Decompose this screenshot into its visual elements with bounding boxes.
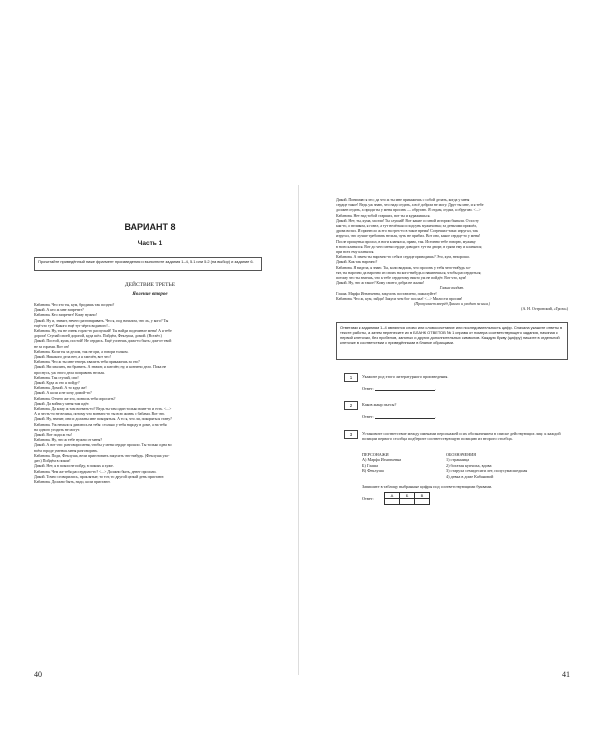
text-line: на одного угодить не могут. — [34, 426, 80, 432]
text-line: Дикой. Вот поди ж ты! — [34, 432, 72, 438]
text-line: Кабанова. Ну, ты не очень горло-то распускай! Ты найди подешевле меня! А я тебе — [34, 328, 172, 334]
play-text-left — [34, 302, 266, 484]
answer-table-header: Б — [400, 493, 415, 499]
text-line: Дикой. А коли я не хочу домой-то? — [34, 390, 92, 396]
text-line: Кабанова. Я видела, я знаю. Ты, коли видишь, что просить у тебя чего-нибудь хо- — [336, 264, 471, 270]
answer-table-input-row[interactable] — [385, 499, 430, 505]
question-3-number: 3 — [344, 430, 358, 439]
text-line: Глаша входит. — [439, 285, 465, 291]
text-line: потому что ты знаешь, что к тебе сердитому никто уж не пойдёт. Вот что, кум! — [336, 275, 467, 281]
question-3-answer-label: Ответ: — [362, 496, 374, 501]
character-item: Б) Глаша — [362, 462, 378, 468]
text-line: После прощенья просил, в ноги кланялся, право, так. Истинно тебе говорю, мужику — [336, 238, 476, 244]
text-line: Дикой. Нет, я в покои не пойду, в покоях я хуже. — [34, 463, 114, 469]
characters-column — [362, 452, 452, 474]
answer-cell[interactable] — [385, 499, 400, 505]
text-line: Кабанова. Да кому ж там воевать-то? Ведь ты там один только воин-то и есть. <...> — [34, 406, 172, 412]
text-line: должен отдать, а приди ты у меня просить — обругаю. Я отдам, отдам, а обругаю. <...> — [336, 207, 481, 213]
designation-item: 3) старуха семидесяти лет, полусумасшедшая — [446, 468, 528, 474]
text-line: Дикой. А вот что: разговори меня, чтобы у меня сердце прошло. Ты только одна во — [34, 442, 172, 448]
text-line: Кабанова. Что это ты, кум, бродишь так поздно? — [34, 302, 115, 307]
text-line: тят, ты нарочно да нарочно из своих на кого-нибудь и накинешься, чтобы рассердиться; — [336, 269, 482, 275]
variant-title: ВАРИАНТ 8 — [124, 222, 176, 232]
question-1-text: Укажите род этого литературного произведения. — [362, 374, 449, 379]
page-gutter — [298, 185, 299, 675]
answer-table-header: А — [385, 493, 400, 499]
text-line: не за горами. Вот он! — [34, 343, 70, 349]
designation-item: 2) богатая купчиха, вдова — [446, 462, 492, 468]
page-number-right: 41 — [562, 670, 570, 679]
question-1-number: 1 — [344, 373, 358, 382]
text-line: изругал, что лучше требовать нельзя, чуть не прибил. Вот оно, какое сердце-то у меня! — [336, 233, 481, 239]
text-line: Кабанова. Нет над тобой старших, вот ты и куражишься. — [336, 212, 431, 218]
text-line: как-то, о великом, я говел, а тут нелёгкая и подсунь мужичонка; за деньгами пришёл, — [336, 223, 478, 229]
question-2-text: Каков жанр пьесы? — [362, 402, 397, 407]
designation-item: 4) девка в доме Кабановой — [446, 473, 494, 479]
instruction-box — [34, 257, 262, 271]
text-line: всём городе умеешь меня разговорить. — [34, 447, 99, 453]
characters-header: ПЕРСОНАЖИ — [362, 452, 389, 457]
text-line: Кабанова. Что ж ты мне теперь хвалить тебя прикажешь за это? — [34, 359, 140, 365]
answer-table-header-row — [385, 493, 430, 499]
answer-table-header: В — [415, 493, 430, 499]
text-line: проснусь, уж этого дела поправить нельзя. — [34, 369, 105, 375]
text-line: Кабанова. Так ступай, спи! — [34, 374, 79, 380]
character-item: А) Марфа Игнатьевна — [362, 457, 402, 463]
text-line: Кабанова. Уж немало я дивлюсь на тебя: столько у тебя народу в доме, а на тебя — [34, 421, 167, 427]
instruction-text: Прочитайте приведённый ниже фрагмент произведения и выполните задания 1–4, 5.1 или 5.2 (на выбор) и задание 6. — [38, 259, 254, 264]
text-line: сердце такое! Ведь уж знаю, что надо отдать, а всё добром не могу. Друг ты мне, и я тебе — [336, 202, 484, 208]
text-line: дит.) Пойдём в покои! — [34, 458, 71, 464]
designation-item: 1) странница — [446, 457, 470, 463]
text-line: Дикой. Ни хвалить, ни бранить. А значит, я хмелён; ну, и кончено дело. Пока не — [34, 364, 167, 370]
text-line: Дикой. Постой, кума, постой! Не сердись. Ещё успеешь дома-то быть: дом-от твой — [34, 338, 172, 344]
text-line: Глаша. Марфа Игнатьевна, закусить поставлено, пожалуйте! — [336, 290, 437, 296]
answer-cell[interactable] — [415, 499, 430, 505]
text-line: Дикой. А кто ж мне запретит? — [34, 307, 84, 313]
question-1-answer[interactable]: Ответ: . — [362, 386, 436, 391]
text-line: Кабанова. Кто запретит! Кому нужно! — [34, 312, 97, 318]
text-line: Кабанова. Ну, что ж тебе нужно от меня? — [34, 437, 102, 443]
text-line: Дикой. Нет, ты, кума, молчи! Ты слушай! Вот какие со мной истории бывали. О посту — [336, 217, 479, 223]
part-title: Часть 1 — [137, 240, 163, 247]
text-line: Дикой. Как так нарочно? — [336, 259, 378, 265]
answer-notice-box — [336, 322, 568, 360]
text-line: Дикой. Никакого дела нет, а я хмелён, вот что! — [34, 354, 111, 360]
text-line: ещё что тут! Какого ещё тут чёрта водяного!.. — [34, 322, 110, 328]
question-3-text: Установите соответствие между именами персонажей и их обозначением в списке действующих лиц: к каждой позиции первого столбца подберите соответствующую позицию из второго столбца. — [362, 431, 561, 442]
page-number-left: 40 — [34, 670, 42, 679]
answer-line[interactable] — [375, 414, 435, 419]
text-line: Дикой. Понимаю я это; да что ж ты мне прикажешь с собой делать, когда у меня — [336, 197, 470, 202]
designations-column — [446, 452, 571, 479]
text-line: дорога! Ступай своей дорогой, куда шёл. Пойдём, Феклуша, домой. (Встаёт.) — [34, 333, 162, 339]
act-title: ДЕЙСТВИЕ ТРЕТЬЕ — [124, 282, 176, 288]
text-line: в ноги кланялся. Вот до чего меня сердце доводит: тут на дворе, в грязи ему и кланялся; — [336, 243, 483, 249]
text-line: Кабанова. А зачем ты нарочно-то себя в сердце приводишь? Это, кум, нехорошо. — [336, 254, 471, 260]
answer-cell[interactable] — [400, 499, 415, 505]
text-line: Дикой. Ну и, значит, нечего разговаривать. Что я, под началом, что ль, у кого? Ты — [34, 317, 169, 323]
character-item: В) Феклуша — [362, 468, 384, 474]
text-line: Кабанова. Коли ты за делом, так не ори, а говори толком. — [34, 348, 129, 354]
text-line: (Пропускает вперёд Дикого и уходит за ним.) — [414, 301, 490, 307]
text-line: Кабанова. Что ж, кум, зайди! Закуси чем бог послал! <...> Милости просим! — [336, 295, 463, 301]
right-page — [300, 0, 600, 750]
text-line: Кабанова. Чем же тебя рассердили-то? <...> Должно быть, денег просили. — [34, 468, 157, 474]
text-line: Кабанова. Отчего же это, позволь тебя спросить? — [34, 395, 116, 401]
text-line: при всех ему кланялся. — [336, 249, 375, 255]
text-line: Кабанова. Домой. А то куда же! — [34, 385, 87, 391]
answer-table[interactable] — [384, 492, 430, 505]
text-line: Дикой. Точно сговорились, проклятые; то тот, то другой целый день пристают. — [34, 473, 165, 479]
answer-notice-text: Ответами к заданиям 1–4 являются слово или словосочетание или последовательность цифр. Сначала укажите ответы в тексте работы, а затем перенесите их в БЛАНК ОТВЕТОВ № 1 справа от номера соответствующего задания, начиная с первой клеточки, без пробелов, запятых и других дополнительных символов. Каждую букву (цифру) пишите в отдельной клеточке в соответствии с приведёнными в бланке образцами. — [340, 324, 563, 346]
answer-label: Ответ: — [362, 386, 374, 391]
text-line: Дикой. Ну, что ж такое? Кому своего добра не жалко! — [336, 280, 425, 286]
question-2-answer[interactable]: Ответ: . — [362, 414, 436, 419]
play-text-right — [336, 197, 568, 311]
table-instruction: Запишите в таблицу выбранные цифры под соответствующими буквами. — [362, 484, 493, 489]
question-2-number: 2 — [344, 401, 358, 410]
text-line: А и честь-то не велика, потому что воевать-то ты всю жизнь с бабами. Вот что. — [34, 411, 166, 417]
scene-title: Явление второе — [132, 292, 168, 297]
answer-line[interactable] — [375, 386, 435, 391]
text-line: Кабанова. Должно быть, надо, коли пристают. — [34, 478, 111, 484]
answer-label: Ответ: — [362, 414, 374, 419]
text-line: Дикой. Куда ж это я пойду? — [34, 380, 80, 386]
text-line: дрова возил. И принесло ж его на грех-то в такое время! Согрешил-таки: изругал, так — [336, 228, 478, 234]
text-line: Кабанова. Поди, Феклуша, вели приготовить закусить что-нибудь. (Феклуша ухо- — [34, 452, 170, 458]
designations-header: ОБОЗНАЧЕНИЯ — [446, 452, 477, 457]
text-line: Дикой. Да война у меня там идёт. — [34, 400, 90, 406]
text-line: Дикой. Ну, значит, они и должны мне покоряться. А то я, что ли, покоряться стану? — [34, 416, 172, 422]
text-line: (А. Н. Островский, «Гроза») — [521, 306, 568, 312]
